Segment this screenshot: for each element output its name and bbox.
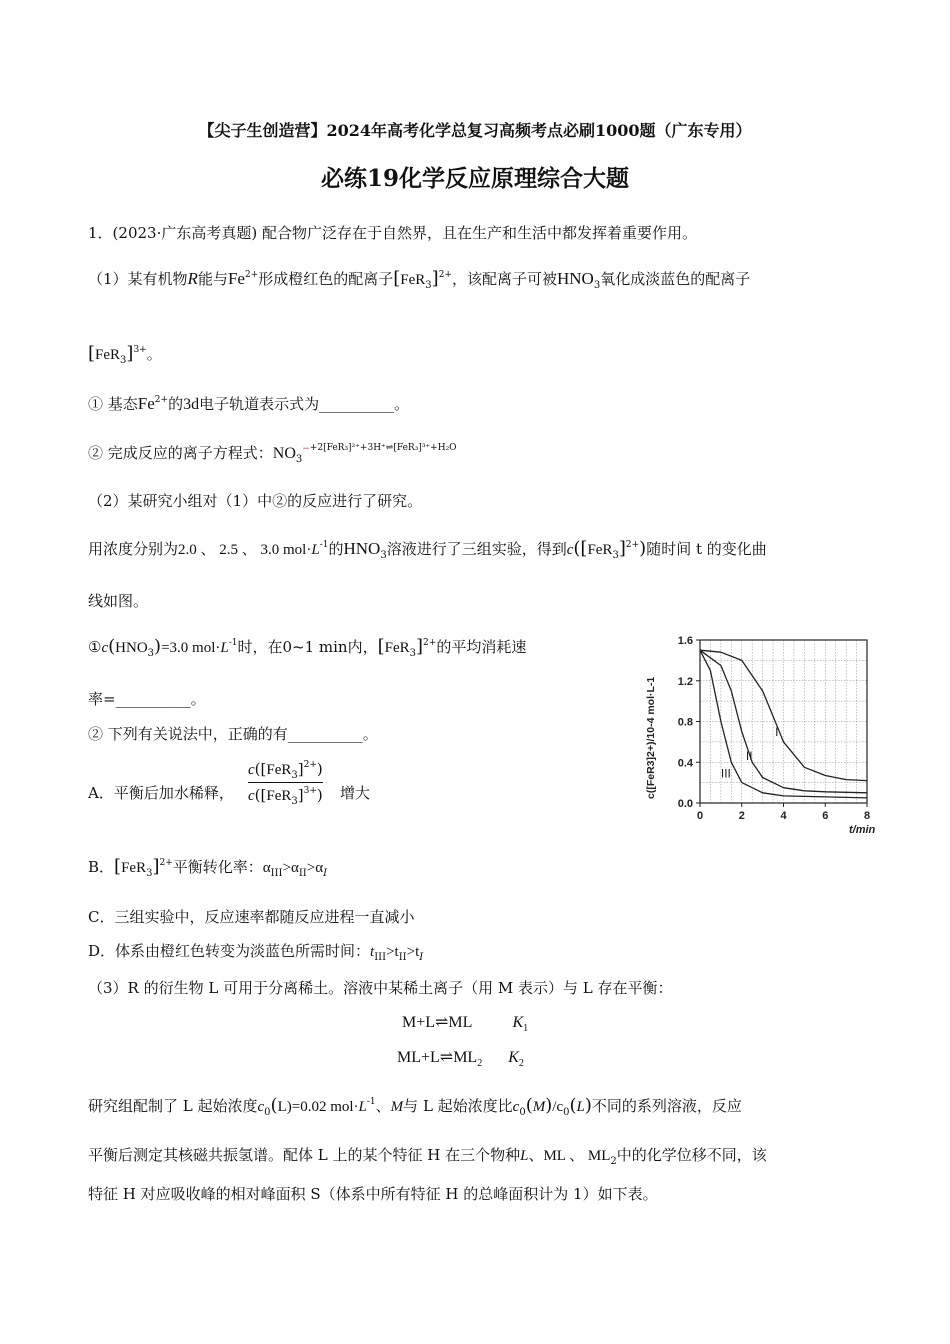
option-a-tail: 增大 [340,784,371,802]
x-tick-label: 2 [738,810,745,822]
part3-table-intro: 特征 H 对应吸收峰的相对峰面积 S（体系中所有特征 H 的总峰面积计为 1）如下表。 [88,1185,658,1203]
part3-line: （3）R 的衍生物 L 可用于分离稀土。溶液中某稀土离子（用 M 表示）与 L 存在平衡： [88,979,673,997]
part3-setup-line: 研究组配制了 L 起始浓度$c_0(L)=0.02$ $mol\cdot L^{-1}$、M与 L 起始浓度比$c_0(M)/c_0(L)$不同的系列溶液，反应 [88,1095,742,1118]
page-title: 必练19化学反应原理综合大题 [320,165,629,192]
part2-line: （2）某研究小组对（1）中②的反应进行了研究。 [88,492,423,510]
x-tick-label: 4 [780,810,787,822]
y-tick-label: 0.0 [677,798,693,810]
series-label-ii: II [745,749,753,764]
rate-answer-line: 率=__________。 [88,690,206,708]
part2-line3: 线如图。 [88,592,149,610]
part1-line2: $[FeR_3]^{3+}$。 [88,343,162,366]
option-a: A．平衡后加水稀释， [88,784,234,802]
y-axis-label: c([FeR3]2+)/10-4 mol·L-1 [645,676,657,799]
part1-line: （1）某有机物R能与$Fe^{2+}$形成橙红色的配离子$[FeR_3]^{2+}$，该配离子可被$HNO_3$氧化成淡蓝色的配离子 [88,268,751,291]
option-c: C．三组实验中，反应速率都随反应进程一直减小 [88,908,415,926]
y-tick-label: 0.8 [677,716,693,729]
x-tick-label: 8 [863,810,871,822]
part2-conc-line: 用浓度分别为2.0 、 2.5 、 3.0 $mol\cdot L^{-1}$的$HNO_3$溶液进行了三组实验，得到$c([FeR_3]^{2+})$随时间 t 的变化曲 [88,538,767,561]
equilibrium-2: $ML+L\rightleftharpoons ML_2$ $K_2$ [397,1049,524,1069]
choice-question: ② 下列有关说法中，正确的有__________。 [88,725,378,743]
chart-labels [645,635,876,835]
option-b: B．$[FeR_3]^{2+}$平衡转化率：$\alpha_{III}>\alpha_{II}>\alpha_I$ [88,856,328,879]
subq2-line: ② 完成反应的离子方程式：$NO_3^{-+2[FeR_3]^{2+}+3H^+\rightleftharpoons[FeR_3]^{3+}+H_2O}$ [88,443,457,465]
page-header: 【尖子生创造营】2024年高考化学总复习高频考点必刷1000题（广东专用） [198,121,752,140]
part3-nmr-line: 平衡后测定其核磁共振氢谱。配体 L 上的某个特征 H 在三个物种L、ML 、 $ML_2$中的化学位移不同，该 [88,1146,767,1167]
question-intro: 1．(2023·广东高考真题) 配合物广泛存在于自然界，且在生产和生活中都发挥着重要作用。 [88,224,697,242]
equilibrium-1: M+L⇌ML $K_1$ [402,1014,529,1034]
series-label-i: I [775,724,779,739]
series-label-iii: III [720,766,731,781]
concentration-chart [630,625,880,835]
option-d: D．体系由橙红色转变为淡蓝色所需时间：$t_{III}>t_{II}>t_I$ [88,942,424,963]
x-tick-label: 6 [822,810,829,822]
x-axis-label: t/min [849,824,876,835]
x-tick-label: 0 [696,810,704,822]
rate-question: $①c(HNO_3)=3.0$ $mol\cdot L^{-1}$时，在0~1 min内，$[FeR_3]^{2+}$的平均消耗速 [88,636,527,659]
y-tick-label: 1.2 [677,675,693,688]
subq1-line: ① 基态$Fe^{2+}$的3d电子轨道表示式为__________。 [88,394,410,413]
y-tick-label: 1.6 [677,635,693,647]
y-tick-label: 0.4 [677,757,693,770]
option-a-fraction: $c([FeR_3]^{2+})$ $c([FeR_3]^{3+})$ [248,760,323,807]
